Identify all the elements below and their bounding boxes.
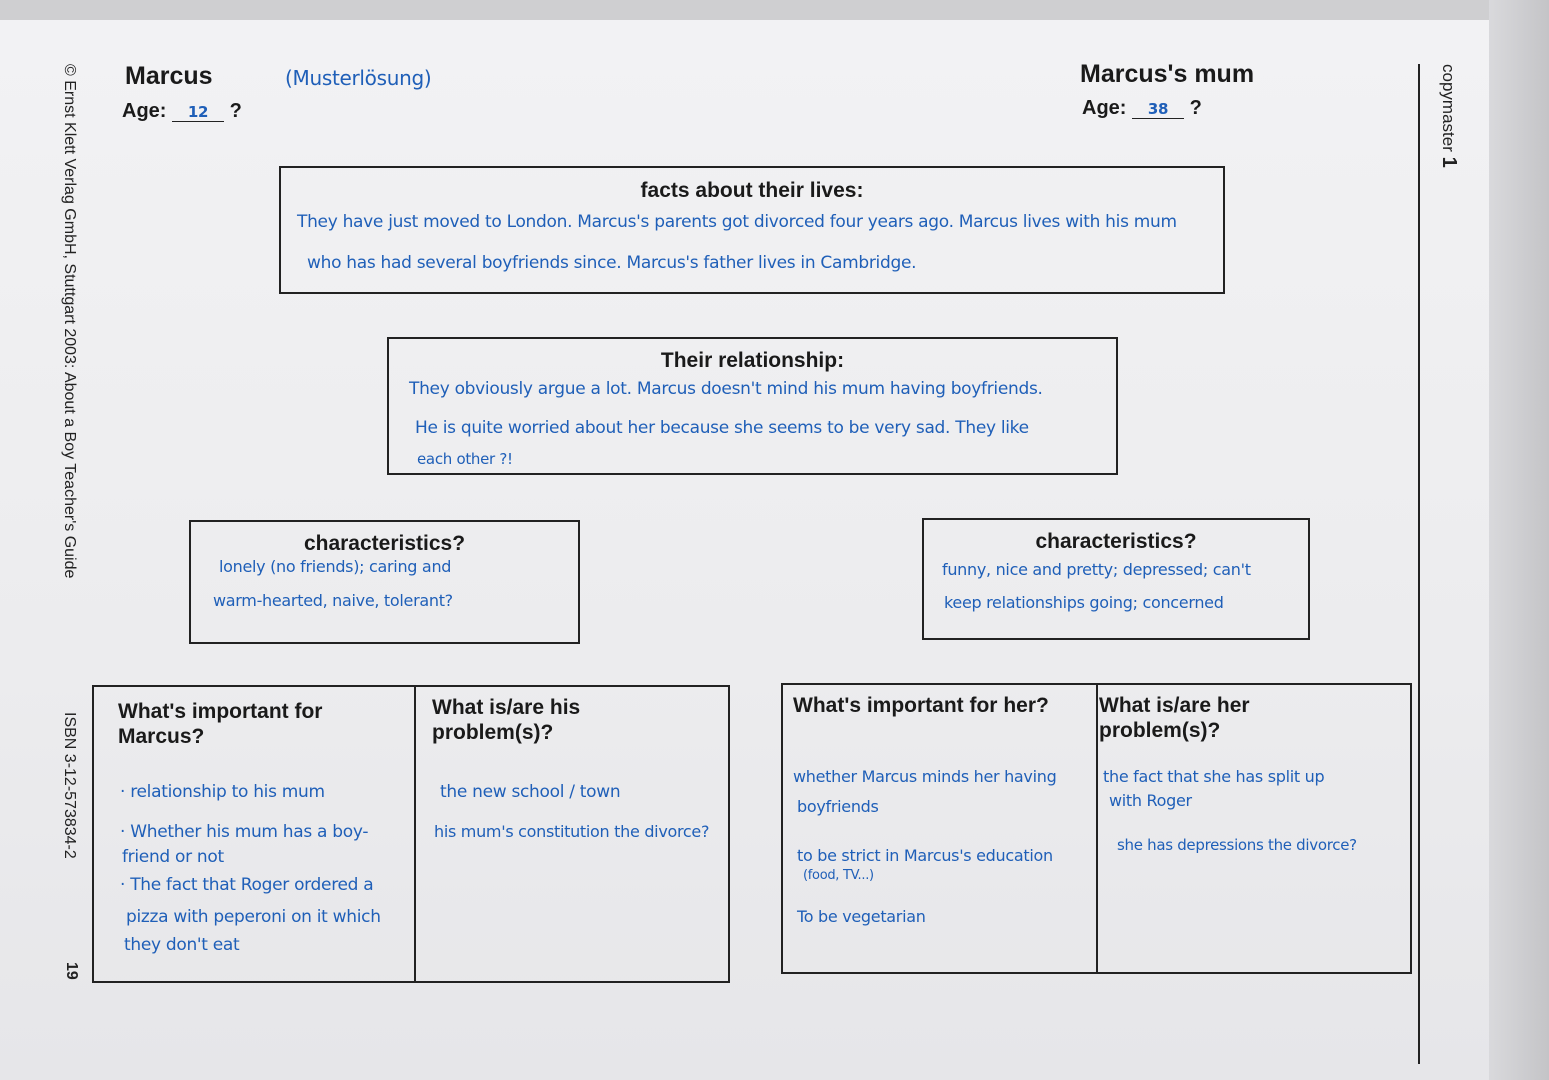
marcus-important-5: pizza with peperoni on it which xyxy=(126,907,381,927)
mum-col2-head xyxy=(1099,693,1250,743)
marcus-name: Marcus xyxy=(125,62,213,90)
marcus-characteristics-title: characteristics? xyxy=(303,532,466,555)
marcus-col2-head-line-1: What is/are his xyxy=(432,696,581,719)
marcus-important-2: · Whether his mum has a boy- xyxy=(120,822,369,842)
marcus-col2-head xyxy=(432,695,580,745)
marcus-col1-head-line-1: What's important for xyxy=(118,700,323,723)
mum-age-value: 38 xyxy=(1132,100,1184,119)
mum-important-2: boyfriends xyxy=(797,797,879,816)
mum-problem-2: with Roger xyxy=(1109,791,1192,810)
mum-table xyxy=(781,683,1412,974)
copymaster-text: copymaster xyxy=(1439,64,1458,152)
marcus-important-1: · relationship to his mum xyxy=(120,782,325,802)
mum-characteristics-title: characteristics? xyxy=(1035,530,1197,553)
marcus-col2-head-line-2: problem(s)? xyxy=(432,721,554,744)
marcus-col1-head-line-2: Marcus? xyxy=(118,725,205,748)
mum-col1-head-line-1: What's important for her? xyxy=(793,694,1049,717)
marcus-problem-1: the new school / town xyxy=(440,782,621,802)
marcus-important-4: · The fact that Roger ordered a xyxy=(120,875,374,895)
mum-col2-head-line-2: problem(s)? xyxy=(1099,719,1221,742)
isbn-text: ISBN 3-12-573834-2 xyxy=(61,712,78,859)
marcus-age xyxy=(122,100,242,123)
marcus-characteristics-box xyxy=(189,520,580,644)
marcus-col1-head xyxy=(118,699,322,749)
relationship-box xyxy=(387,337,1118,475)
mum-important-5: To be vegetarian xyxy=(797,907,926,926)
marcus-characteristics-line-1: lonely (no friends); caring and xyxy=(219,557,452,576)
relationship-line-2: He is quite worried about her because she seems to be very sad. They like xyxy=(415,418,1029,438)
mum-problem-1: the fact that she has split up xyxy=(1103,767,1325,786)
mum-col1-head xyxy=(793,693,1049,718)
mum-important-1: whether Marcus minds her having xyxy=(793,767,1057,786)
facts-box xyxy=(279,166,1225,294)
marcus-age-value: 12 xyxy=(172,103,224,122)
copymaster-number: 1 xyxy=(1438,156,1460,168)
mum-age xyxy=(1082,97,1202,120)
mum-important-3: to be strict in Marcus's education xyxy=(797,846,1053,865)
marcus-problem-2: his mum's constitution the divorce? xyxy=(434,822,710,841)
facts-line-1: They have just moved to London. Marcus's parents got divorced four years ago. Marcus lives with his mum xyxy=(297,212,1177,232)
mum-age-label: Age: xyxy=(1082,97,1127,119)
mum-age-suffix: ? xyxy=(1189,97,1202,119)
mum-characteristics-box xyxy=(922,518,1310,640)
mum-col2-head-line-1: What is/are her xyxy=(1099,694,1250,717)
marcus-characteristics-line-2: warm-hearted, naive, tolerant? xyxy=(213,591,453,610)
marcus-important-3: friend or not xyxy=(122,847,224,867)
mum-name: Marcus's mum xyxy=(1080,60,1255,88)
marcus-important-6: they don't eat xyxy=(124,935,240,955)
facts-title: facts about their lives: xyxy=(640,179,864,202)
relationship-line-1: They obviously argue a lot. Marcus doesn't mind his mum having boyfriends. xyxy=(409,379,1043,399)
relationship-line-3: each other ?! xyxy=(417,450,513,468)
sidebar-rule xyxy=(1418,64,1420,1064)
page-edge xyxy=(1489,0,1549,1080)
mum-problem-3: she has depressions the divorce? xyxy=(1117,836,1357,854)
page-number: 19 xyxy=(63,962,80,980)
solution-note: (Musterlösung) xyxy=(285,66,432,90)
marcus-table-divider xyxy=(414,687,416,981)
marcus-age-suffix: ? xyxy=(229,100,242,122)
copyright-text: © Ernst Klett Verlag GmbH, Stuttgart 2003: About a Boy Teacher's Guide xyxy=(61,64,78,579)
facts-line-2: who has had several boyfriends since. Marcus's father lives in Cambridge. xyxy=(307,253,917,273)
mum-characteristics-line-1: funny, nice and pretty; depressed; can't xyxy=(942,560,1251,579)
mum-table-divider xyxy=(1096,685,1098,972)
mum-important-4: (food, TV...) xyxy=(803,868,874,883)
marcus-table xyxy=(92,685,730,983)
marcus-age-label: Age: xyxy=(122,100,167,122)
relationship-title: Their relationship: xyxy=(660,349,845,372)
mum-characteristics-line-2: keep relationships going; concerned xyxy=(944,593,1224,612)
copymaster-label xyxy=(1437,64,1460,168)
